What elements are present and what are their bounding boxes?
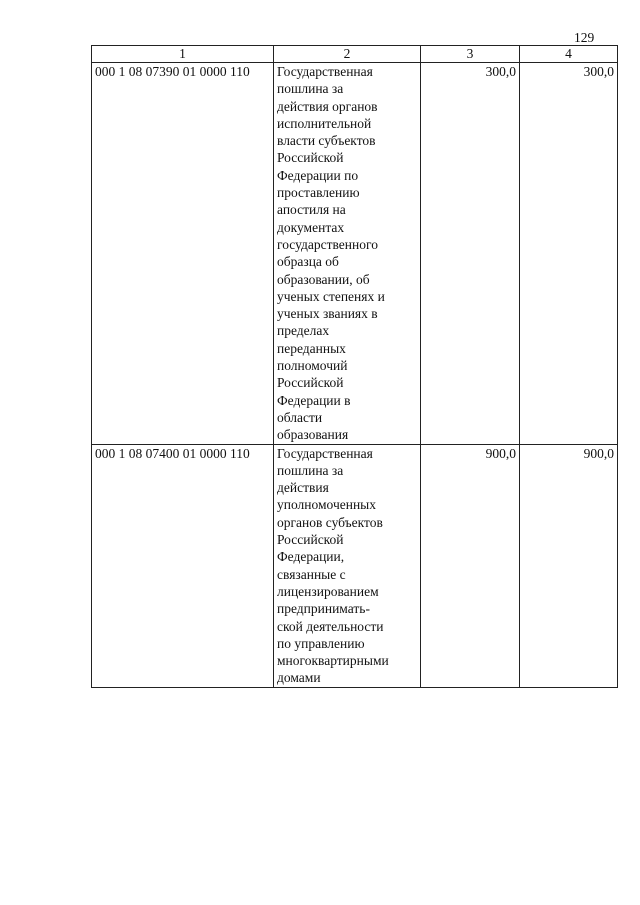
name-line: уполномоченных xyxy=(277,497,376,513)
name-line: действия xyxy=(277,480,329,496)
header-row xyxy=(92,46,618,63)
revenue-name xyxy=(274,444,421,687)
value-col-3: 300,0 xyxy=(421,63,520,445)
value-col-4: 300,0 xyxy=(520,63,618,445)
name-line: государственного xyxy=(277,236,378,252)
budget-table xyxy=(91,45,618,688)
name-line: ученых званиях в xyxy=(277,306,378,322)
name-line: полномочий xyxy=(277,358,348,374)
name-line: Российской xyxy=(277,532,344,548)
header-col-3: 3 xyxy=(421,46,520,63)
name-line: предпринимать- xyxy=(277,601,370,617)
header-col-4: 4 xyxy=(520,46,618,63)
name-line: связанные с xyxy=(277,566,346,582)
table-row xyxy=(92,444,618,687)
name-line: органов субъектов xyxy=(277,514,383,530)
budget-code: 000 1 08 07400 01 0000 110 xyxy=(92,444,274,687)
name-line: Государственная xyxy=(277,64,373,79)
name-line: пределах xyxy=(277,323,330,339)
name-line: пошлина за xyxy=(277,462,344,478)
page-number: 129 xyxy=(574,30,595,45)
budget-code: 000 1 08 07390 01 0000 110 xyxy=(92,63,274,445)
revenue-name xyxy=(274,63,421,445)
name-line: многоквартирными xyxy=(277,653,389,669)
name-line: ской деятельности xyxy=(277,618,384,634)
header-col-2: 2 xyxy=(274,46,421,63)
value-col-3: 900,0 xyxy=(421,444,520,687)
name-line: по управлению xyxy=(277,635,365,651)
name-line: апостиля на xyxy=(277,202,346,218)
name-line: Федерации в xyxy=(277,392,351,408)
name-line: лицензированием xyxy=(277,583,379,599)
name-line: Государственная xyxy=(277,445,373,461)
name-line: документах xyxy=(277,219,345,235)
name-line: власти субъектов xyxy=(277,133,376,149)
name-line: образца об xyxy=(277,254,339,270)
name-line: домами xyxy=(277,670,321,686)
name-line: переданных xyxy=(277,340,346,356)
name-line: Российской xyxy=(277,150,344,166)
name-line: исполнительной xyxy=(277,115,372,131)
name-line: Федерации по xyxy=(277,167,359,183)
name-line: образовании, об xyxy=(277,271,370,287)
name-line: Федерации, xyxy=(277,549,345,565)
name-line: ученых степенях и xyxy=(277,288,385,304)
name-line: действия органов xyxy=(277,98,378,114)
header-col-1: 1 xyxy=(92,46,274,63)
name-line: проставлению xyxy=(277,185,360,201)
value-col-4: 900,0 xyxy=(520,444,618,687)
name-line: образования xyxy=(277,427,349,443)
table-row xyxy=(92,63,618,445)
name-line: области xyxy=(277,409,323,425)
name-line: пошлина за xyxy=(277,81,344,97)
name-line: Российской xyxy=(277,375,344,391)
